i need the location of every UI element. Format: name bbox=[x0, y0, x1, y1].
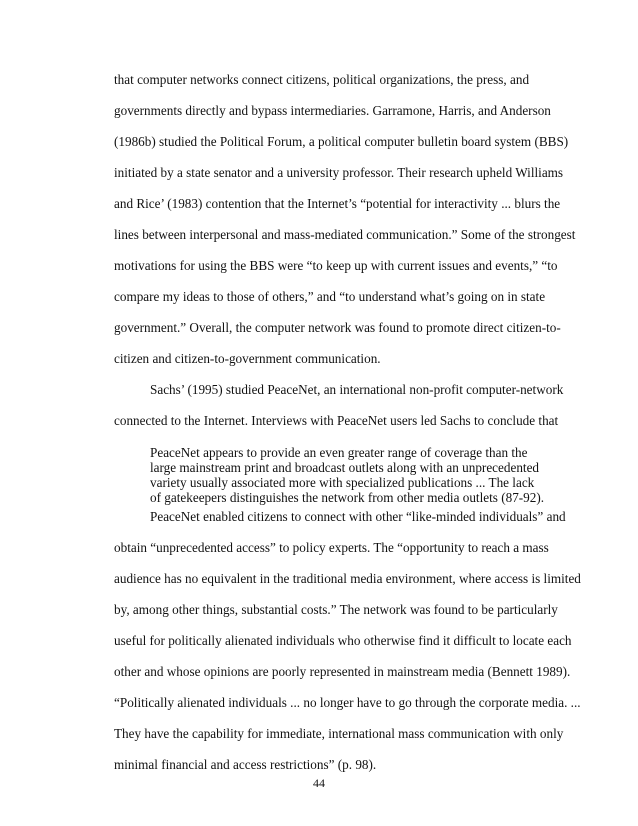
text-line: PeaceNet enabled citizens to connect with other “like-minded individuals” and bbox=[150, 509, 566, 524]
text-line: government.” Overall, the computer network was found to promote direct citizen-to- bbox=[114, 320, 561, 335]
text-line: obtain “unprecedented access” to policy experts. The “opportunity to reach a mass bbox=[114, 540, 549, 555]
text-line: motivations for using the BBS were “to keep up with current issues and events,” “to bbox=[114, 258, 558, 273]
text-line: governments directly and bypass intermediaries. Garramone, Harris, and Anderson bbox=[114, 103, 551, 118]
text-line: “Politically alienated individuals ... no longer have to go through the corporate media. ... bbox=[114, 695, 581, 710]
text-line: connected to the Internet. Interviews with PeaceNet users led Sachs to conclude that bbox=[114, 413, 559, 428]
text-line: They have the capability for immediate, international mass communication with only bbox=[114, 726, 564, 741]
text-line: (1986b) studied the Political Forum, a political computer bulletin board system (BBS) bbox=[114, 134, 569, 149]
text-line: that computer networks connect citizens, political organizations, the press, and bbox=[114, 72, 530, 87]
text-line: other and whose opinions are poorly represented in mainstream media (Bennett 1989). bbox=[114, 664, 571, 679]
page-number: 44 bbox=[313, 776, 325, 790]
quote-line: PeaceNet appears to provide an even greater range of coverage than the bbox=[150, 445, 528, 460]
text-line: audience has no equivalent in the traditional media environment, where access is limited bbox=[114, 571, 581, 586]
text-line: compare my ideas to those of others,” and “to understand what’s going on in state bbox=[114, 289, 546, 304]
text-line: by, among other things, substantial costs.” The network was found to be particularly bbox=[114, 602, 558, 617]
text-line: useful for politically alienated individuals who otherwise find it difficult to locate each bbox=[114, 633, 572, 648]
text-line: and Rice’ (1983) contention that the Internet’s “potential for interactivity ... blurs the bbox=[114, 196, 561, 211]
quote-line: variety usually associated more with specialized publications ... The lack bbox=[150, 475, 535, 490]
quote-line: large mainstream print and broadcast outlets along with an unprecedented bbox=[150, 460, 540, 475]
text-line: minimal financial and access restrictions” (p. 98). bbox=[114, 757, 377, 772]
quote-line: of gatekeepers distinguishes the network from other media outlets (87-92). bbox=[150, 490, 545, 505]
text-line: citizen and citizen-to-government communication. bbox=[114, 351, 381, 366]
text-line: Sachs’ (1995) studied PeaceNet, an international non-profit computer-network bbox=[150, 382, 564, 397]
text-line: initiated by a state senator and a university professor. Their research upheld Williams bbox=[114, 165, 564, 180]
text-line: lines between interpersonal and mass-mediated communication.” Some of the strongest bbox=[114, 227, 576, 242]
